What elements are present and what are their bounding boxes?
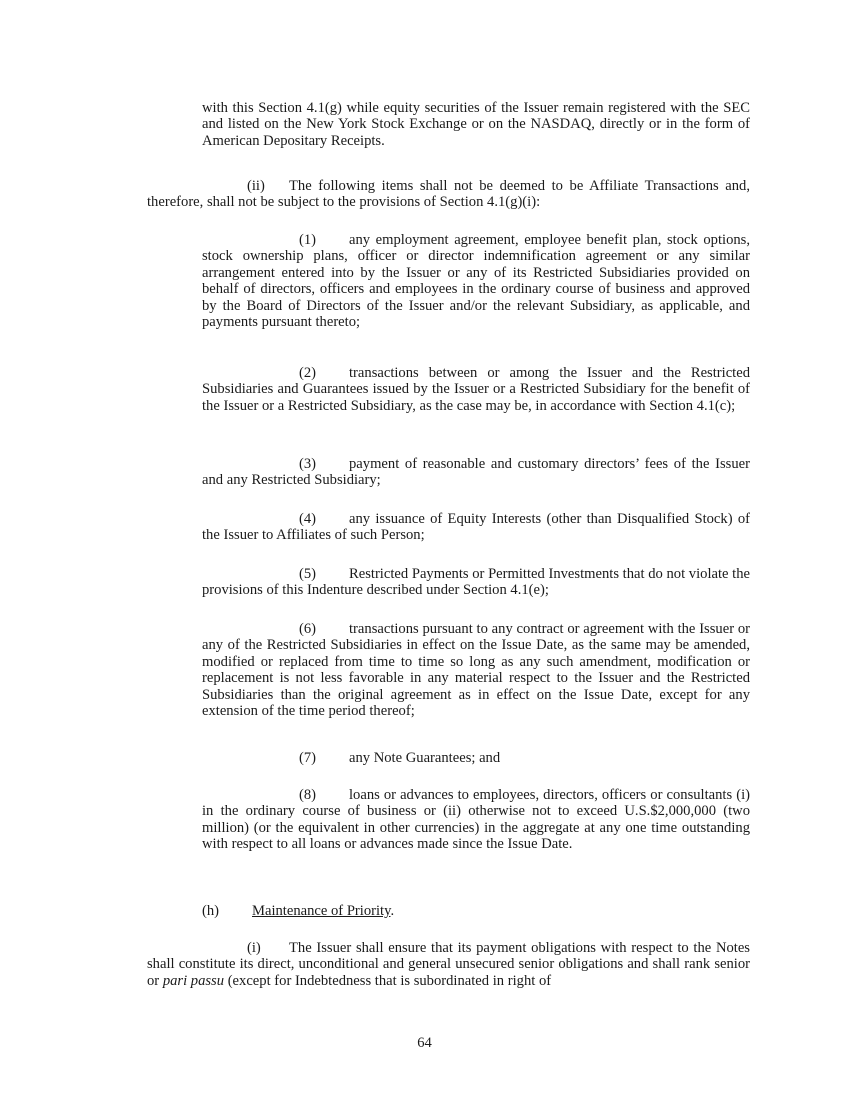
list-item-3 [202,456,750,489]
item-1-label: (1) [299,232,317,248]
item-8-label: (8) [299,787,317,803]
clause-h-i-paragraph [147,940,750,989]
list-item-4 [202,511,750,544]
item-4-text: any issuance of Equity Interests (other than Disqualified Stock) of the Issuer to Affiliates of such Person; [202,511,750,544]
item-3-text: payment of reasonable and customary directors’ fees of the Issuer and any Restricted Subsidiary; [202,456,750,489]
continuation-paragraph: with this Section 4.1(g) while equity securities of the Issuer remain registered with the SEC and listed on the New York Stock Exchange or on the NASDAQ, directly or in the form of American Depositary Receipts. [202,100,750,149]
section-h-title: Maintenance of Priority [252,903,391,919]
item-5-text: Restricted Payments or Permitted Investments that do not violate the provisions of this Indenture described under Section 4.1(e); [202,566,750,599]
list-item-7 [202,750,750,766]
item-7-text: any Note Guarantees; and [349,750,501,766]
item-6-label: (6) [299,621,317,637]
item-6-text: transactions pursuant to any contract or agreement with the Issuer or any of the Restricted Subsidiaries in effect on the Issue Date, as the same may be amended, modified or replaced from time to time so long as any such amendment, modification or replacement is not less favorable in any material respect to the Issuer and the Restricted Subsidiaries than the original agreement as in effect on the Issue Date, except for any extension of the time period thereof; [202,621,750,720]
item-4-label: (4) [299,511,317,527]
item-2-text: transactions between or among the Issuer and the Restricted Subsidiaries and Guarantees issued by the Issuer or a Restricted Subsidiary for the benefit of the Issuer or a Restricted Subsidiary, as the case may be, in accordance with Section 4.1(c); [202,365,750,414]
clause-ii-label: (ii) [247,178,265,194]
section-h-heading [202,903,750,919]
item-5-label: (5) [299,566,317,582]
clause-ii-paragraph [147,178,750,211]
clause-h-i-label: (i) [247,940,261,956]
list-item-1 [202,232,750,330]
list-item-5 [202,566,750,599]
clause-h-i-italic: pari passu [162,972,225,989]
list-item-2 [202,365,750,414]
clause-h-i-text-end: (except for Indebtedness that is subordinated in right of [224,972,552,989]
page-number: 64 [417,1035,432,1051]
clause-ii-text: The following items shall not be deemed to be Affiliate Transactions and, therefore, shall not be subject to the provisions of Section 4.1(g)(i): [147,178,750,211]
item-7-label: (7) [299,750,317,766]
item-8-text: loans or advances to employees, directors, officers or consultants (i) in the ordinary course of business or (ii) otherwise not to exceed U.S.$2,000,000 (two million) (or the equivalent in other currencies) in the aggregate at any one time outstanding with respect to all loans or advances made since the Issue Date. [202,787,750,853]
clause-h-i-text: The Issuer shall ensure that its payment obligations with respect to the Notes shall constitute its direct, unconditional and general unsecured senior obligations and shall rank senior or [147,940,750,989]
list-item-6 [202,621,750,719]
item-1-text: any employment agreement, employee benefit plan, stock options, stock ownership plans, officer or director indemnification agreement or any similar arrangement entered into by the Issuer or any of its Restricted Subsidiaries provided on behalf of directors, officers and employees in the ordinary course of business and approved by the Board of Directors of the Issuer and/or the relevant Subsidiary, as applicable, and payments pursuant thereto; [202,232,750,331]
list-item-8 [202,787,750,853]
section-h-label: (h) [202,903,220,919]
item-3-label: (3) [299,456,317,472]
section-h-suffix: . [390,903,395,919]
item-2-label: (2) [299,365,317,381]
